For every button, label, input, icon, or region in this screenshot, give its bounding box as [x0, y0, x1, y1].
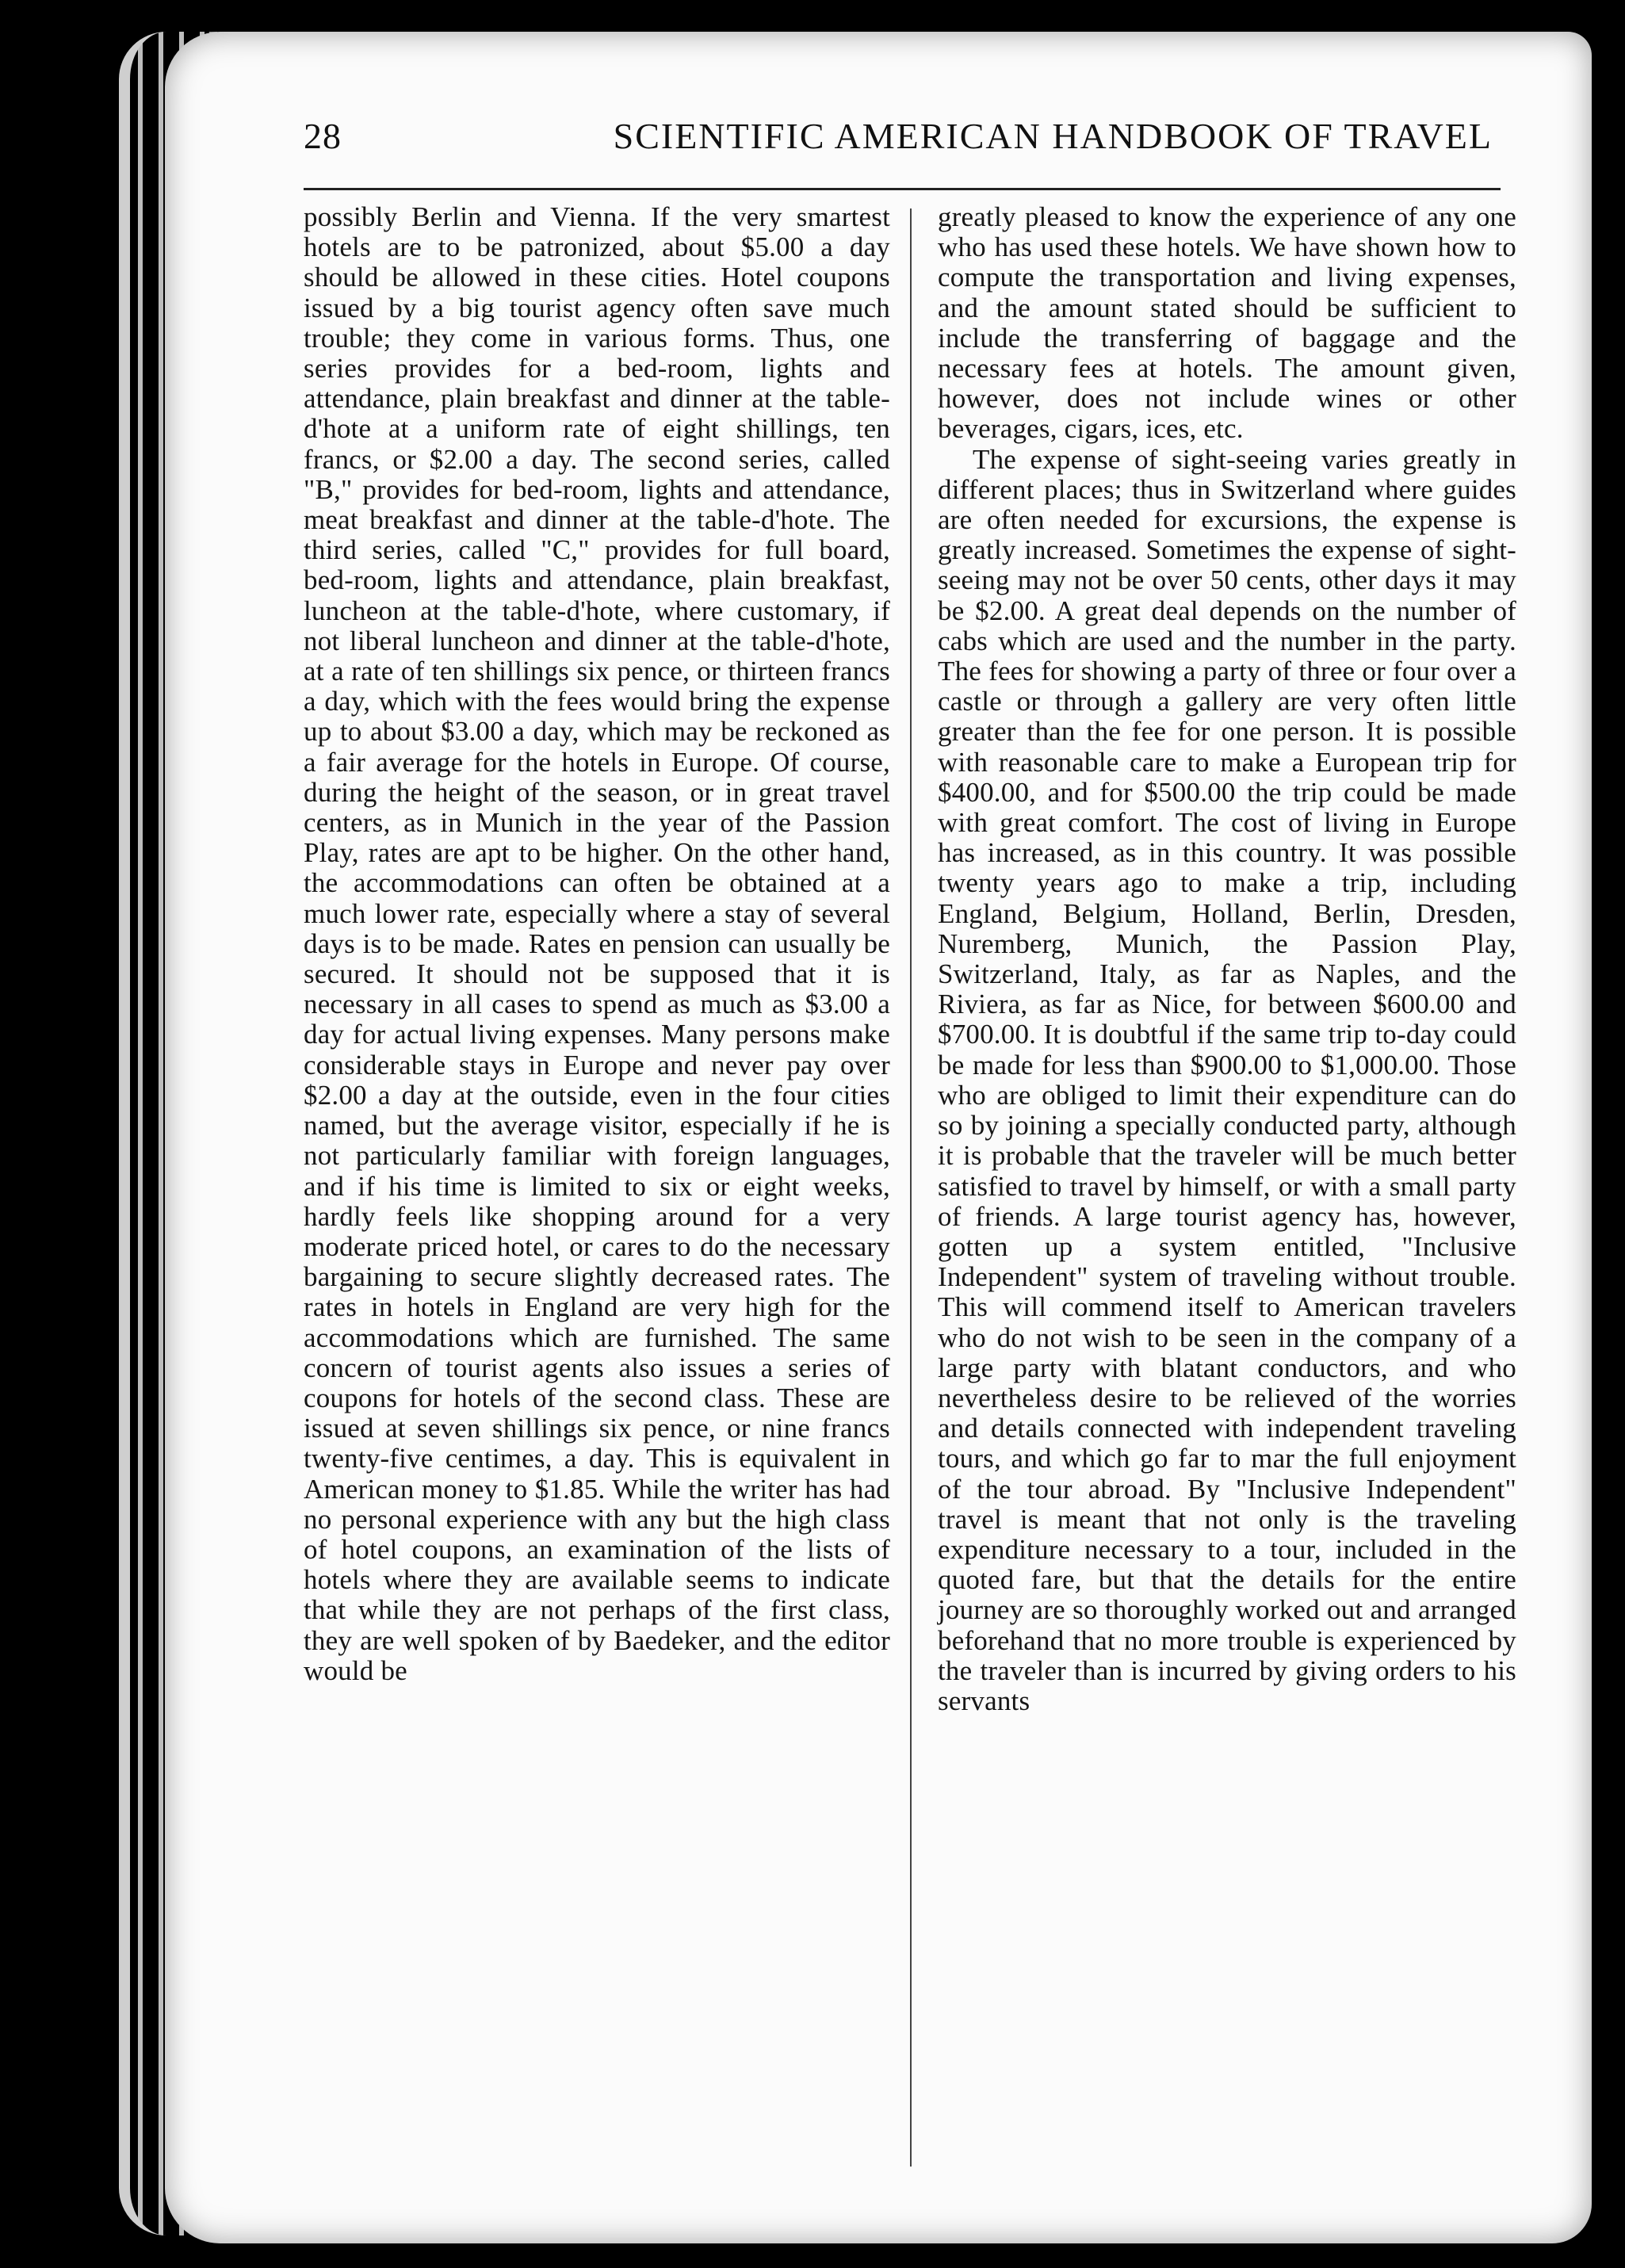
left-column: [304, 202, 890, 1686]
page-number: 28: [304, 116, 342, 156]
right-paragraph-2: The expense of sight-seeing varies greatly in different places; thus in Switzerland where guides are often needed for excursions, the expense is greatly increased. Sometimes the expense of sight-seeing may not be over 50 cents, other days it may be $2.00. A great deal depends on the number of cabs which are used and the number in the party. The fees for showing a party of three or four over a castle or through a gallery are very often little greater than the fee for one person. It is possible with reasonable care to make a European trip for $400.00, and for $500.00 the trip could be made with great comfort. The cost of living in Europe has increased, as in this country. It was possible twenty years ago to make a trip, including England, Belgium, Holland, Berlin, Dresden, Nuremberg, Munich, the Passion Play, Switzerland, Italy, as far as Naples, and the Riviera, as far as Nice, for between $600.00 and $700.00. It is doubtful if the same trip to-day could be made for less than $900.00 to $1,000.00. Those who are obliged to limit their expenditure can do so by joining a specially conducted party, although it is probable that the traveler will be much better satisfied to travel by himself, or with a small party of friends. A large tourist agency has, however, gotten up a system entitled, "Inclusive Independent" system of traveling without trouble. This will commend itself to American travelers who do not wish to be seen in the company of a large party with blatant conductors, and who nevertheless desire to be relieved of the worries and details connected with independent traveling tours, and which go far to mar the full enjoyment of the tour abroad. By "Inclusive Independent" travel is meant that not only is the traveling expenditure necessary to a tour, included in the quoted fare, but that the details for the entire journey are so thoroughly worked out and arranged beforehand that no more trouble is experienced by the traveler than is incurred by giving orders to his servants: [938, 443, 1516, 1716]
page-content: [304, 115, 1516, 2144]
running-title: SCIENTIFIC AMERICAN HANDBOOK OF TRAVEL: [613, 116, 1493, 156]
right-column: [938, 202, 1516, 1716]
left-paragraph-1: possibly Berlin and Vienna. If the very smartest hotels are to be patronized, about $5.00 a day should be allowed in these cities. Hotel coupons issued by a big tourist agency often save much trouble; they come in various forms. Thus, one series provides for a bed-room, lights and attendance, plain breakfast and dinner at the table-d'hote at a uniform rate of eight shillings, ten francs, or $2.00 a day. The second series, called "B," provides for bed-room, lights and attendance, meat breakfast and dinner at the table-d'hote. The third series, called "C," provides for full board, bed-room, lights and attendance, plain breakfast, luncheon at the table-d'hote, where customary, if not liberal luncheon and dinner at the table-d'hote, at a rate of ten shillings six pence, or thirteen francs a day, which with the fees would bring the expense up to about $3.00 a day, which may be reckoned as a fair average for the hotels in Europe. Of course, during the height of the season, or in great travel centers, as in Munich in the year of the Passion Play, rates are apt to be higher. On the other hand, the accommodations can often be obtained at a much lower rate, especially where a stay of several days is to be made. Rates en pension can usually be secured. It should not be supposed that it is necessary in all cases to spend as much as $3.00 a day for actual living expenses. Many persons make considerable stays in Europe and never pay over $2.00 a day at the outside, even in the four cities named, but the average visitor, especially if he is not particularly familiar with foreign languages, and if his time is limited to six or eight weeks, hardly feels like shopping around for a very moderate priced hotel, or cares to do the necessary bargaining to secure slightly decreased rates. The rates in hotels in England are very high for the accommodations which are furnished. The same concern of tourist agents also issues a series of coupons for hotels of the second class. These are issued at seven shillings six pence, or nine francs twenty-five centimes, a day. This is equivalent in American money to $1.85. While the writer has had no personal experience with any but the high class of hotel coupons, an examination of the lists of hotels where they are available seems to indicate that while they are not perhaps of the first class, they are well spoken of by Baedeker, and the editor would be: [304, 201, 890, 1686]
header-rule: [304, 188, 1501, 190]
running-head: [304, 115, 1493, 170]
column-divider: [910, 208, 912, 2167]
right-paragraph-1: greatly pleased to know the experience of any one who has used these hotels. We have shown how to compute the transportation and living expenses, and the amount stated should be sufficient to include the transferring of baggage and the necessary fees at hotels. The amount given, however, does not include wines or other beverages, cigars, ices, etc.: [938, 201, 1516, 445]
book-page: [165, 32, 1592, 2243]
